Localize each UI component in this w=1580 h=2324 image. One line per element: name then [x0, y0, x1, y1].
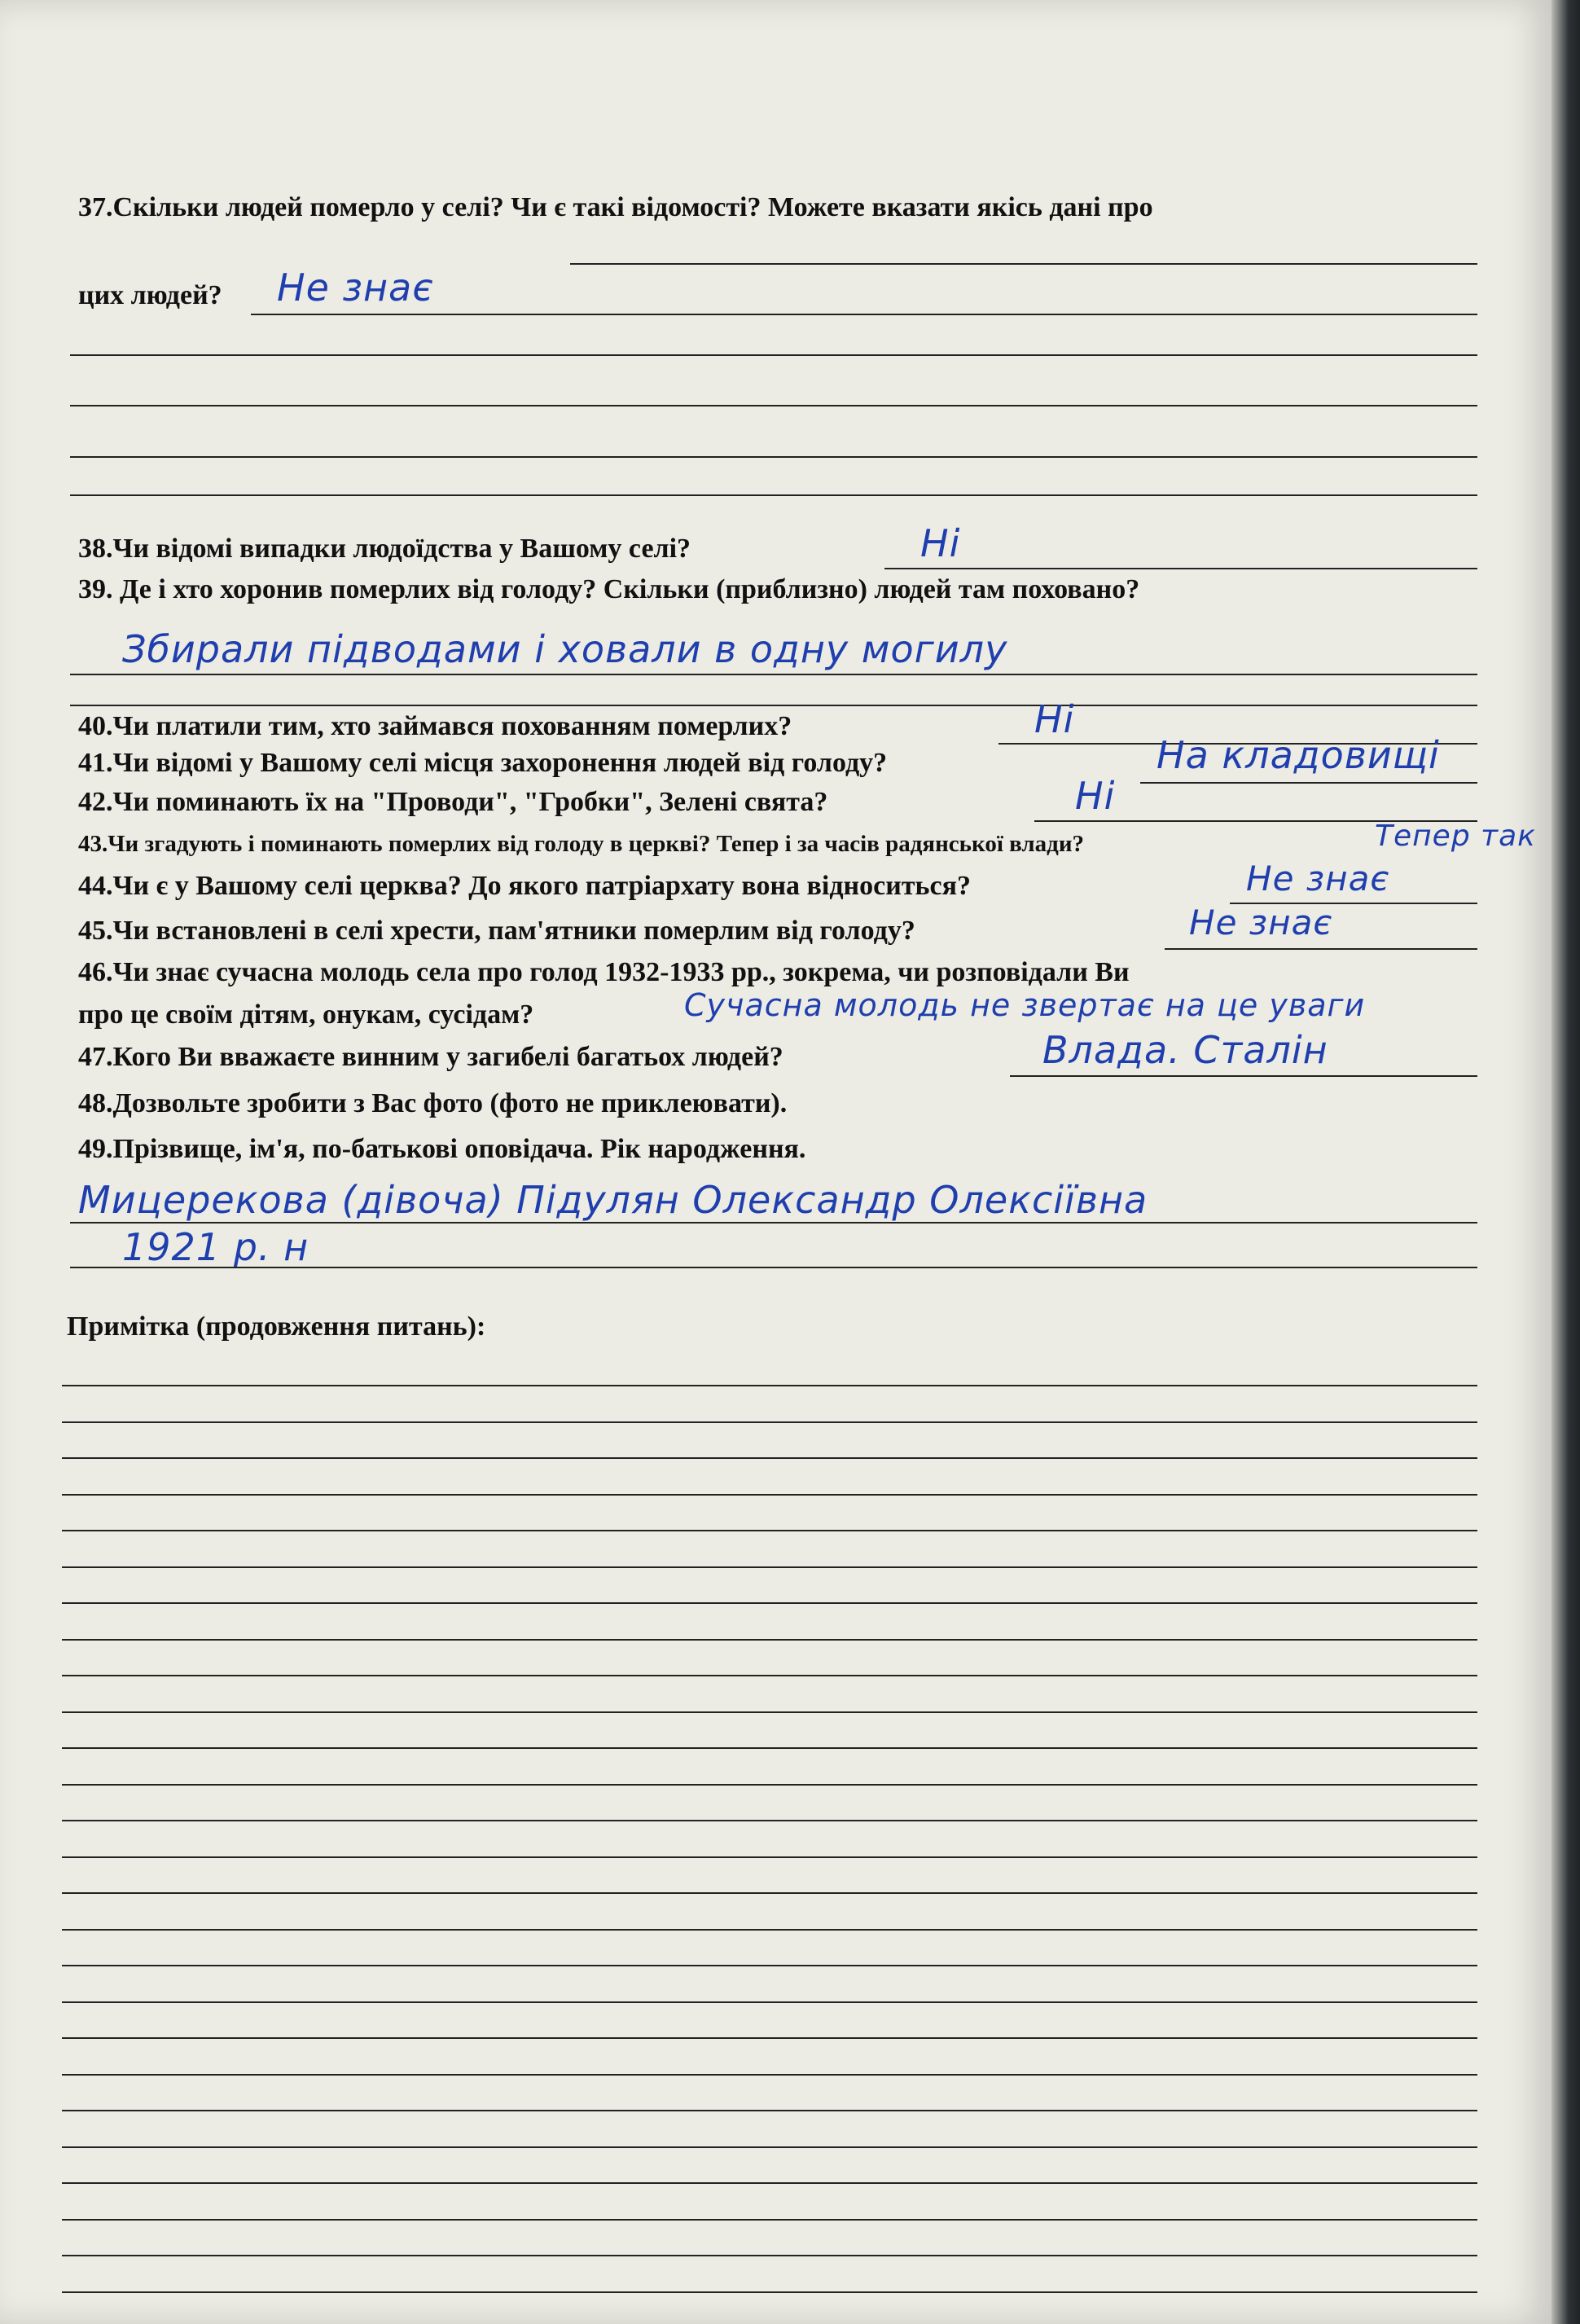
question-43: 43.Чи згадують і поминають померлих від голоду в церкві? Тепер і за часів радянської влади? [78, 831, 1085, 857]
answer-line [70, 1267, 1477, 1268]
answer-47: Влада. Сталін [1042, 1028, 1328, 1072]
note-line [62, 1747, 1477, 1749]
note-title: Примітка (продовження питань): [67, 1311, 486, 1342]
note-line [62, 1892, 1477, 1894]
note-line [62, 1784, 1477, 1786]
question-39: 39. Де і хто хоронив померлих від голоду? Скільки (приблизно) людей там поховано? [78, 574, 1140, 604]
answer-line [70, 494, 1477, 496]
answer-45: Не знає [1189, 903, 1333, 942]
answer-line [1165, 948, 1477, 950]
note-line [62, 2219, 1477, 2221]
note-line [62, 2146, 1477, 2148]
answer-44: Не знає [1246, 859, 1390, 898]
answer-37: Не знає [277, 266, 434, 310]
note-line [62, 2291, 1477, 2293]
question-37-continuation: цих людей? [78, 280, 222, 310]
note-line [62, 2001, 1477, 2003]
question-45: 45.Чи встановлені в селі хрести, пам'ятники померлим від голоду? [78, 916, 915, 946]
note-line [62, 1602, 1477, 1604]
answer-46: Сучасна молодь не звертає на це уваги [684, 987, 1366, 1023]
answer-line [70, 456, 1477, 458]
answer-line [70, 354, 1477, 356]
answer-42: Ні [1075, 774, 1116, 818]
answer-line [70, 705, 1477, 706]
question-44: 44.Чи є у Вашому селі церква? До якого патріархату вона відноситься? [78, 871, 971, 901]
answer-line [570, 263, 1477, 265]
question-48: 48.Дозвольте зробити з Вас фото (фото не приклеювати). [78, 1088, 788, 1118]
note-line [62, 1929, 1477, 1931]
note-line [62, 1457, 1477, 1459]
answer-40: Ні [1034, 697, 1075, 741]
note-line [62, 1711, 1477, 1713]
note-line [62, 2182, 1477, 2184]
note-line [62, 1566, 1477, 1568]
note-line [62, 2110, 1477, 2111]
question-41: 41.Чи відомі у Вашому селі місця захоронення людей від голоду? [78, 748, 888, 778]
question-42: 42.Чи поминають їх на "Проводи", "Гробки", Зелені свята? [78, 787, 828, 817]
note-line [62, 1965, 1477, 1966]
answer-43: Тепер так [1375, 819, 1536, 853]
answer-49-year: 1921 р. н [122, 1225, 309, 1269]
answer-39: Збирали підводами і ховали в одну могилу [122, 627, 1008, 671]
question-37: 37.Скільки людей померло у селі? Чи є такі відомості? Можете вказати якісь дані про [78, 192, 1153, 222]
answer-line [251, 314, 1477, 315]
question-46: 46.Чи знає сучасна молодь села про голод 1932-1933 рр., зокрема, чи розповідали Ви [78, 957, 1130, 987]
question-49: 49.Прізвище, ім'я, по-батькові оповідача. Рік народження. [78, 1134, 806, 1164]
answer-38: Ні [920, 521, 961, 565]
question-38: 38.Чи відомі випадки людоїдства у Вашому селі? [78, 534, 691, 564]
answer-line [70, 1222, 1477, 1224]
page-edge [1551, 0, 1580, 2324]
note-line [62, 1639, 1477, 1641]
note-line [62, 2255, 1477, 2256]
note-line [62, 1530, 1477, 1531]
note-line [62, 1856, 1477, 1858]
answer-line [1010, 1075, 1477, 1077]
answer-line [884, 568, 1477, 569]
note-line [62, 1675, 1477, 1676]
note-line [62, 1385, 1477, 1386]
question-46-continuation: про це своїм дітям, онукам, сусідам? [78, 999, 534, 1030]
note-line [62, 1494, 1477, 1496]
answer-41: На кладовищі [1156, 733, 1440, 777]
answer-49-name: Мицерекова (дівоча) Підулян Олександр Олексіївна [78, 1178, 1148, 1222]
answer-line [70, 405, 1477, 406]
question-47: 47.Кого Ви вважаєте винним у загибелі багатьох людей? [78, 1042, 783, 1072]
answer-line [1140, 782, 1477, 784]
question-40: 40.Чи платили тим, хто займався похованням померлих? [78, 711, 792, 741]
note-line [62, 1820, 1477, 1821]
note-line [62, 1421, 1477, 1423]
note-line [62, 2037, 1477, 2039]
answer-line [70, 674, 1477, 675]
note-line [62, 2074, 1477, 2076]
